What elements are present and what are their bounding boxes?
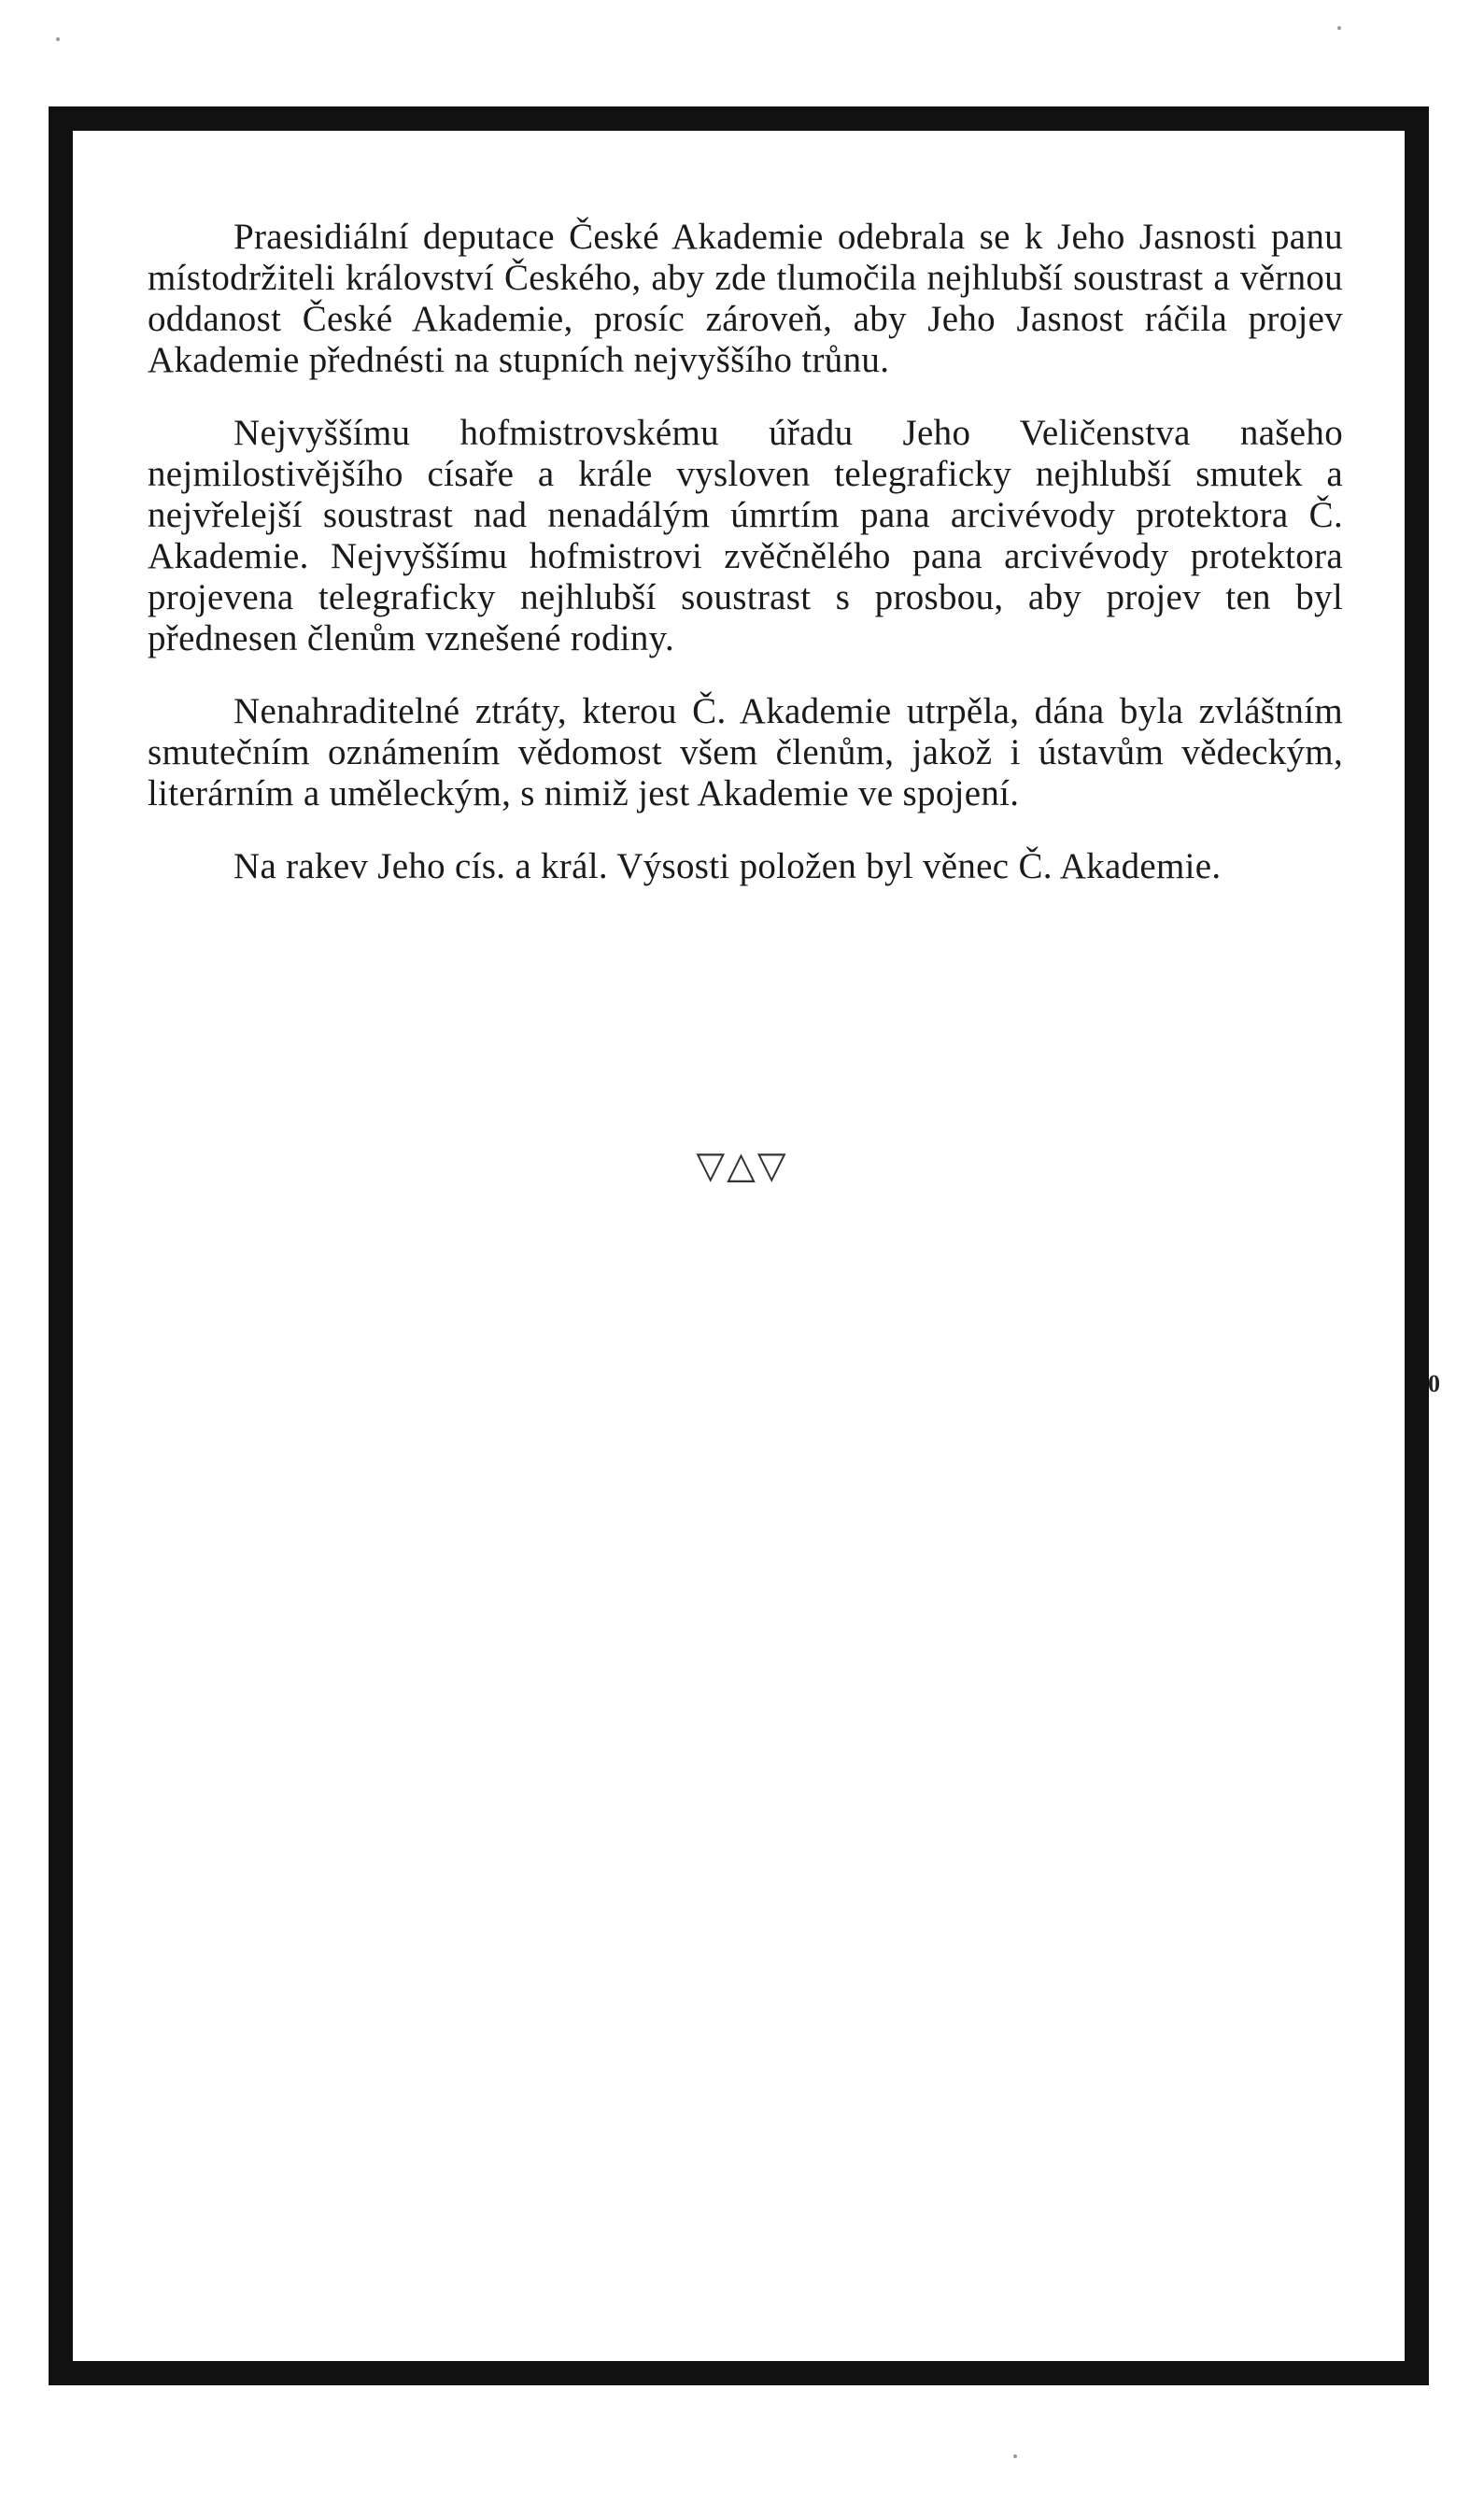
paragraph: Na rakev Jeho cís. a král. Výsosti položen byl věnec Č. Akademie. — [233, 846, 1222, 886]
scan-speck — [1337, 26, 1341, 30]
document-body — [148, 217, 1343, 919]
scan-speck — [56, 37, 60, 41]
paragraph: Praesidiální deputace České Akademie odebrala se k Jeho Jasnosti panu místodržiteli království Českého, aby zde tlumočila nejhlubší soustrast a věrnou oddanost České Akademie, prosíc zároveň, aby Jeho Jasnost ráčila projev Akademie přednésti na stupních nejvyššího trůnu. — [148, 217, 1343, 380]
edge-mark: 0 — [1428, 1370, 1440, 1397]
scan-speck — [1013, 2454, 1017, 2458]
paragraph: Nejvyššímu hofmistrovskému úřadu Jeho Veličenstva našeho nejmilostivějšího císaře a krále vysloven telegraficky nejhlubší smutek a nejvřelejší soustrast nad nenadálým úmrtím pana arcivévody protektora Č. Akademie. Nejvyššímu hofmistrovi zvěčnělého pana arcivévody protektora projevena telegraficky nejhlubší soustrast s prosbou, aby projev ten byl přednesen členům vznešené rodiny. — [148, 413, 1343, 658]
triangle-ornament: ▽△▽ — [696, 1144, 788, 1187]
paragraph: Nenahraditelné ztráty, kterou Č. Akademie utrpěla, dána byla zvláštním smutečním oznámením vědomost všem členům, jakož i ústavům vědeckým, literárním a uměleckým, s nimiž jest Akademie ve spojení. — [148, 691, 1343, 813]
